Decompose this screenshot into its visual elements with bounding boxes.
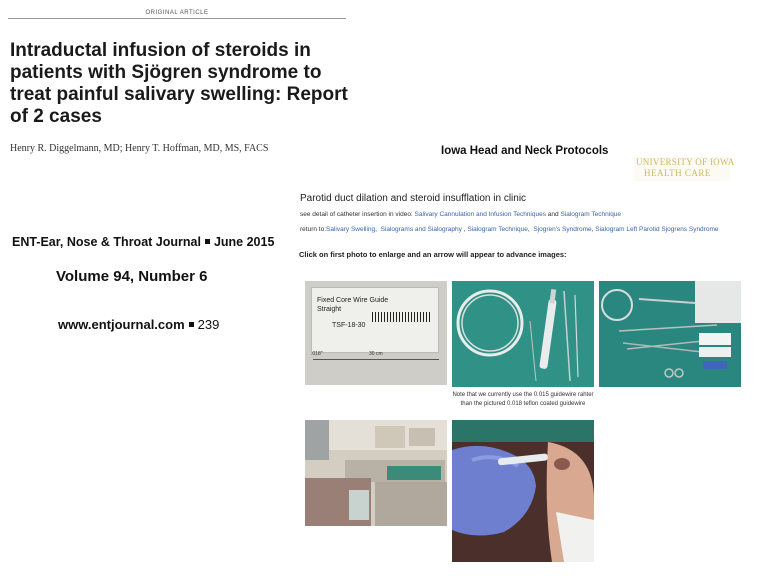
photo-caption: Note that we currently use the 0.015 guidewire rahter than the pictured 0.018 teflon coated guidewire [452, 392, 594, 407]
photo-steroid-insufflation-procedure[interactable] [452, 420, 594, 562]
link-cannulation-techniques[interactable]: Salivary Cannulation and Infusion Techniques [414, 211, 546, 218]
journal-website[interactable]: www.entjournal.com [58, 317, 185, 332]
article-authors: Henry R. Diggelmann, MD; Henry T. Hoffman, MD, MS, FACS [10, 143, 269, 154]
photo-guidewire-package[interactable] [305, 281, 447, 385]
journal-line [12, 235, 274, 249]
journal-volume: Volume 94, Number 6 [56, 268, 208, 285]
clinic-room-illustration [305, 420, 447, 526]
link-sialogram-technique[interactable]: Sialogram Technique [560, 211, 622, 218]
logo-line-2: HEALTH CARE [644, 168, 711, 178]
bullet-square-icon [189, 322, 194, 327]
link-sialograms-sialography[interactable]: Sialograms and Sialography [380, 226, 462, 233]
protocols-title: Iowa Head and Neck Protocols [441, 145, 609, 157]
link-sialogram-left-parotid[interactable]: Sialogram Left Parotid Sjogrens Syndrome [595, 226, 719, 233]
article-title: Intraductal infusion of steroids in patients with Sjögren syndrome to treat painful salivary swelling: Report of 2 cases [10, 40, 348, 127]
link-sialogram-technique-2[interactable]: Sialogram Technique [467, 226, 528, 233]
header-rule [8, 18, 346, 19]
catheter-illustration [452, 281, 594, 387]
journal-name: ENT-Ear, Nose & Throat Journal [12, 235, 201, 249]
logo-line-1: UNIVERSITY OF IOWA [636, 157, 735, 167]
detail-line [300, 211, 621, 218]
package-label [311, 287, 439, 353]
package-label-code: TSF-18-30 [332, 322, 366, 329]
university-logo[interactable] [634, 157, 735, 181]
photo-instrument-tray[interactable] [599, 281, 741, 387]
click-instruction: Click on first photo to enlarge and an arrow will appear to advance images: [299, 250, 567, 259]
procedure-illustration [452, 420, 594, 562]
return-prefix: return to: [300, 226, 327, 233]
package-label-line2: Straight [317, 306, 342, 313]
detail-prefix: see detail of catheter insertion in video: [300, 211, 413, 218]
barcode-icon [372, 312, 430, 322]
page-number: 239 [197, 317, 220, 332]
article-type-label: ORIGINAL ARTICLE [145, 10, 209, 16]
package-label-line1: Fixed Core Wire Guide [317, 297, 389, 304]
wire-gauge-label: .018" [311, 351, 323, 357]
bullet-square-icon [205, 239, 210, 244]
detail-and: and [547, 211, 559, 218]
link-sjogrens-syndrome[interactable]: Sjogren's Syndrome [533, 226, 592, 233]
guidewire-line [313, 359, 439, 360]
photo-catheter-syringe[interactable] [452, 281, 594, 387]
link-salivary-swelling[interactable]: Salivary Swelling [326, 226, 376, 233]
section-heading: Parotid duct dilation and steroid insufflation in clinic [300, 193, 527, 204]
wire-length-label: 30 cm [369, 351, 383, 357]
website-line [58, 317, 219, 332]
instrument-tray-illustration [599, 281, 741, 387]
photo-clinic-room[interactable] [305, 420, 447, 526]
return-line: return to:Salivary Swelling, Sialograms and Sialography , Sialogram Technique, Sjogren's Syndrome, Sialogram Left Parotid Sjogrens Syndrome [300, 226, 719, 233]
journal-date: June 2015 [213, 235, 275, 249]
